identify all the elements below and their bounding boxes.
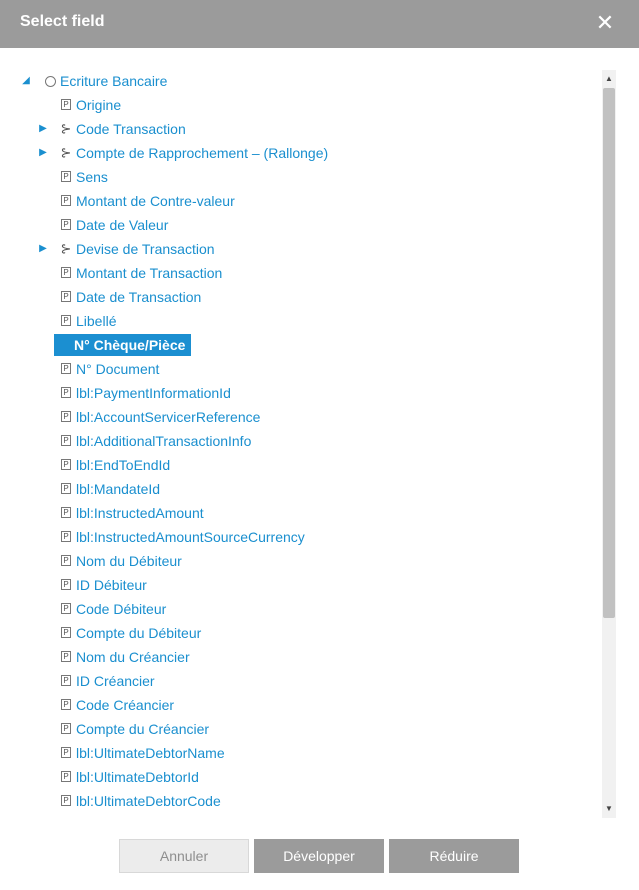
property-icon: P [61, 795, 71, 806]
property-icon: P [61, 651, 71, 662]
tree-node[interactable] [20, 190, 600, 212]
tree-node-label[interactable]: Devise de Transaction [76, 241, 215, 257]
tree-root-node[interactable] [20, 70, 600, 92]
tree-node-label[interactable]: Ecriture Bancaire [60, 73, 168, 89]
tree-node-label[interactable]: Nom du Débiteur [76, 553, 182, 569]
tree-node[interactable] [20, 526, 600, 548]
property-icon: P [61, 579, 71, 590]
tree-node[interactable] [20, 646, 600, 668]
tree-node[interactable] [20, 310, 600, 332]
property-icon: P [61, 603, 71, 614]
scroll-thumb[interactable] [603, 88, 615, 618]
tree-node-label[interactable]: Code Transaction [76, 121, 186, 137]
tree-node[interactable] [20, 766, 600, 788]
property-icon: P [61, 171, 71, 182]
tree-node[interactable] [20, 382, 600, 404]
collapse-all-button[interactable]: Réduire [389, 839, 519, 873]
scroll-up-arrow-icon[interactable]: ▲ [605, 74, 613, 83]
tree-node-label[interactable]: Nom du Créancier [76, 649, 190, 665]
tree-node[interactable] [20, 622, 600, 644]
tree-node[interactable] [20, 454, 600, 476]
property-icon: P [61, 627, 71, 638]
field-tree [20, 70, 618, 818]
tree-node[interactable] [20, 478, 600, 500]
tree-node-label[interactable]: Code Débiteur [76, 601, 167, 617]
property-icon: P [61, 483, 71, 494]
expand-arrow-icon[interactable]: ▶ [39, 123, 47, 134]
dialog-title: Select field [20, 13, 105, 30]
tree-node-label[interactable]: ID Créancier [76, 673, 155, 689]
tree-node-label[interactable]: Libellé [76, 313, 117, 329]
tree-node-label[interactable]: lbl:UltimateDebtorName [76, 745, 225, 761]
property-icon: P [61, 267, 71, 278]
property-icon: P [61, 675, 71, 686]
tree-node[interactable] [20, 286, 600, 308]
expand-arrow-icon[interactable]: ▶ [39, 147, 47, 158]
tree-node[interactable] [20, 430, 600, 452]
expand-arrow-icon[interactable]: ▶ [39, 243, 47, 254]
property-icon: P [61, 219, 71, 230]
tree-node-label[interactable]: lbl:UltimateDebtorCode [76, 793, 221, 809]
tree-node[interactable] [20, 502, 600, 524]
tree-node-label[interactable]: lbl:EndToEndId [76, 457, 171, 473]
tree-node[interactable] [20, 718, 600, 740]
tree-node-label[interactable]: lbl:UltimateDebtorId [76, 769, 199, 785]
tree-node[interactable] [20, 118, 600, 140]
tree-node-label[interactable]: Sens [76, 169, 108, 185]
tree-node[interactable] [20, 238, 600, 260]
tree-node-selected[interactable] [20, 334, 600, 356]
tree-node[interactable] [20, 574, 600, 596]
root-node-icon [45, 76, 56, 87]
property-icon: P [61, 531, 71, 542]
property-icon: P [61, 555, 71, 566]
tree-node[interactable] [20, 358, 600, 380]
cancel-button[interactable]: Annuler [119, 839, 249, 873]
tree-node-label[interactable]: N° Chèque/Pièce [54, 334, 191, 356]
property-icon: P [61, 435, 71, 446]
tree-node-label[interactable]: N° Document [76, 361, 160, 377]
tree-node-label[interactable]: Code Créancier [76, 697, 175, 713]
tree-node[interactable] [20, 550, 600, 572]
tree-node[interactable] [20, 142, 600, 164]
property-icon: P [61, 699, 71, 710]
relation-icon: ⊱ [60, 121, 72, 136]
tree-node[interactable] [20, 670, 600, 692]
dialog-header [0, 0, 639, 48]
tree-node-label[interactable]: Compte du Créancier [76, 721, 210, 737]
tree-node-label[interactable]: lbl:AdditionalTransactionInfo [76, 433, 252, 449]
collapse-arrow-icon[interactable]: ◢ [22, 75, 30, 86]
tree-node[interactable] [20, 790, 600, 812]
tree-node-label[interactable]: lbl:InstructedAmount [76, 505, 204, 521]
tree-node-label[interactable]: ID Débiteur [76, 577, 147, 593]
tree-node[interactable] [20, 94, 600, 116]
tree-node-label[interactable]: Montant de Contre-valeur [76, 193, 235, 209]
property-icon: P [61, 747, 71, 758]
relation-icon: ⊱ [60, 241, 72, 256]
property-icon: P [61, 291, 71, 302]
tree-node-label[interactable]: Date de Transaction [76, 289, 202, 305]
tree-node[interactable] [20, 694, 600, 716]
close-button[interactable]: ✕ [595, 10, 615, 35]
tree-node-label[interactable]: Compte de Rapprochement – (Rallonge) [76, 145, 329, 161]
tree-node-label[interactable]: lbl:MandateId [76, 481, 161, 497]
tree-node-label[interactable]: lbl:AccountServicerReference [76, 409, 261, 425]
property-icon: P [61, 411, 71, 422]
tree-node[interactable] [20, 406, 600, 428]
property-icon: P [61, 459, 71, 470]
property-icon: P [61, 771, 71, 782]
property-icon: P [61, 387, 71, 398]
vertical-scrollbar[interactable] [602, 70, 616, 818]
tree-node[interactable] [20, 214, 600, 236]
property-icon: P [61, 723, 71, 734]
tree-node-label[interactable]: Compte du Débiteur [76, 625, 202, 641]
tree-node[interactable] [20, 166, 600, 188]
tree-node-label[interactable]: lbl:InstructedAmountSourceCurrency [76, 529, 305, 545]
relation-icon: ⊱ [60, 145, 72, 160]
tree-node-label[interactable]: lbl:PaymentInformationId [76, 385, 231, 401]
tree-node[interactable] [20, 598, 600, 620]
property-icon: P [61, 99, 71, 110]
expand-all-button[interactable]: Développer [254, 839, 384, 873]
tree-node[interactable] [20, 262, 600, 284]
tree-node[interactable] [20, 742, 600, 764]
property-icon: P [61, 195, 71, 206]
property-icon: P [61, 363, 71, 374]
property-icon: P [61, 315, 71, 326]
property-icon: P [61, 507, 71, 518]
tree-node-label[interactable]: Date de Valeur [76, 217, 169, 233]
scroll-down-arrow-icon[interactable]: ▼ [605, 804, 613, 813]
tree-node-label[interactable]: Montant de Transaction [76, 265, 223, 281]
tree-node-label[interactable]: Origine [76, 97, 122, 113]
